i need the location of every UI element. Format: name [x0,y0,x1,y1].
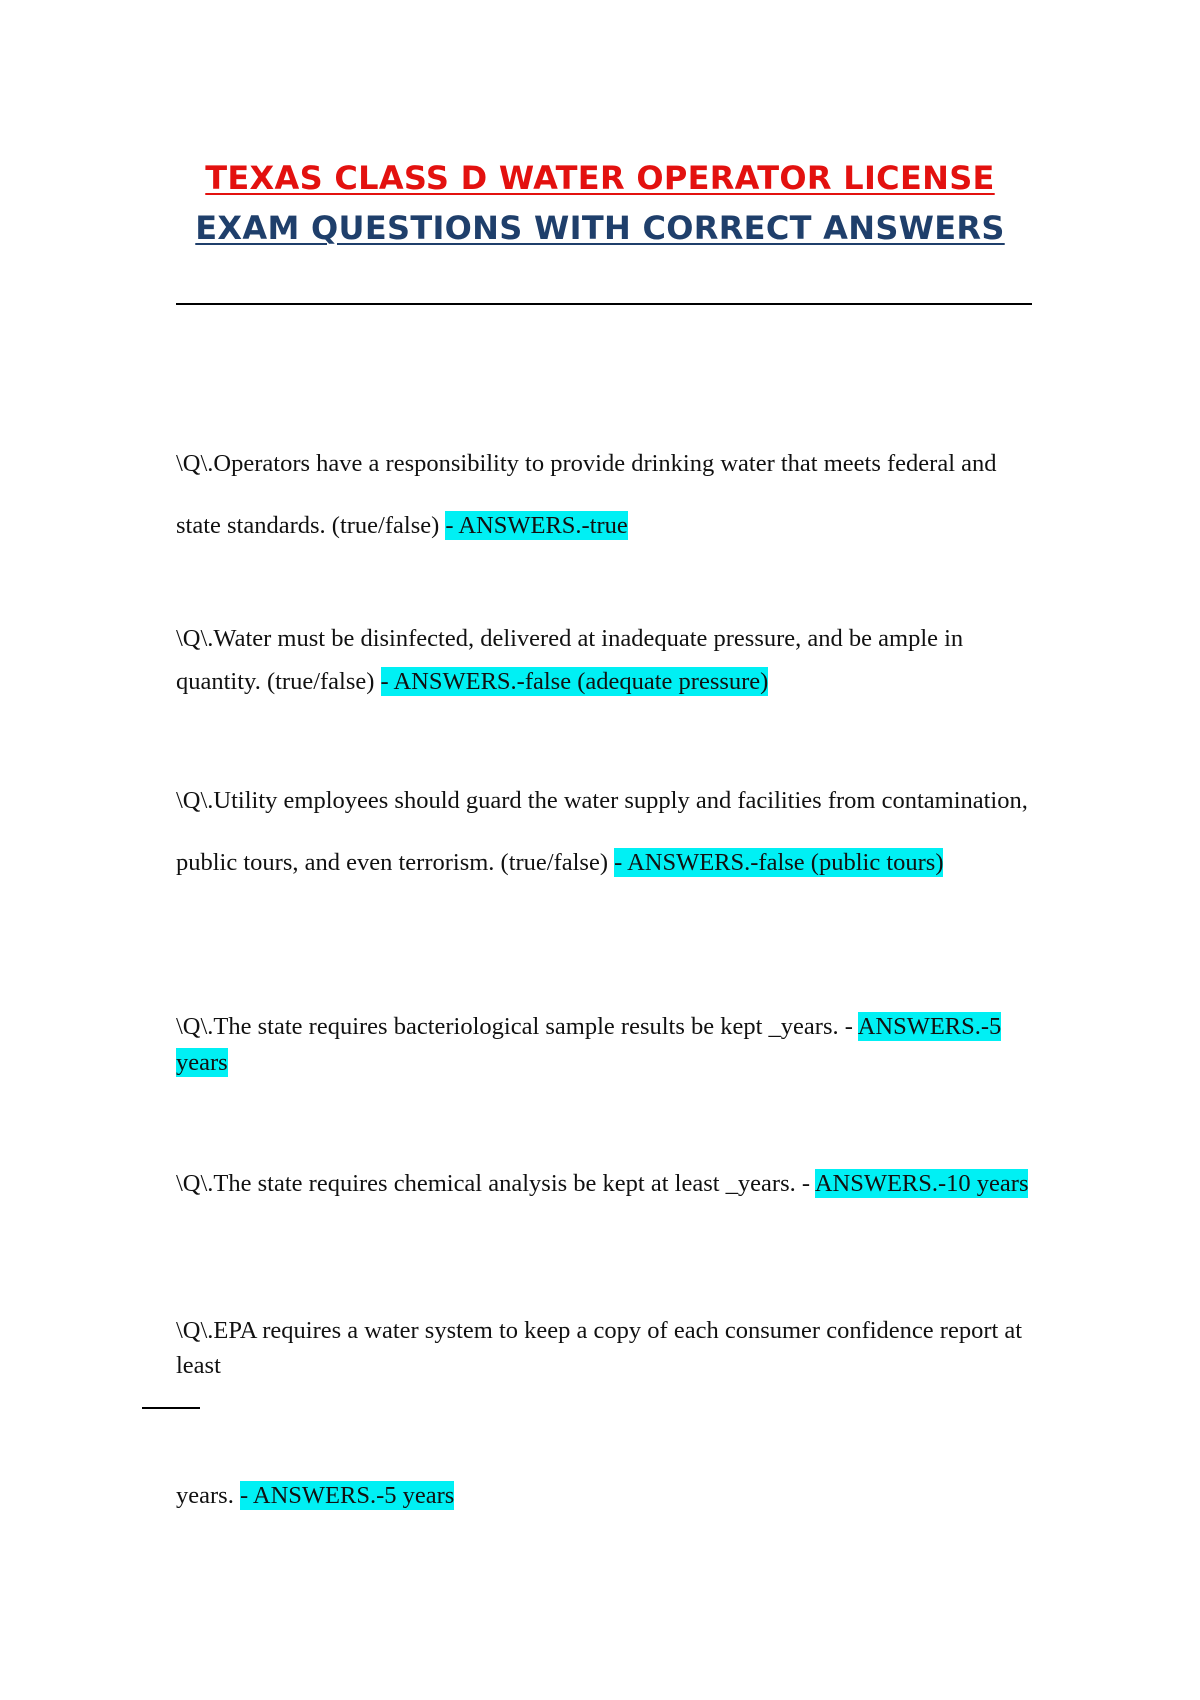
question-2-answer: - ANSWERS.-false (adequate pressure) [380,668,769,695]
question-2 [176,617,1036,703]
title-line-2-text: EXAM QUESTIONS WITH CORRECT ANSWERS [195,209,1005,247]
question-3-answer: - ANSWERS.-false (public tours) [614,849,944,876]
question-5-answer: ANSWERS.-10 years [814,1170,1029,1197]
question-2-text: \Q\.Water must be disinfected, delivered at inadequate pressure, and be ample in quantity. (true/false) [176,625,964,695]
question-6-continued [176,1476,1036,1516]
question-1-answer: - ANSWERS.-true [445,512,628,539]
document-title-line-2 [0,209,1200,247]
title-line-1-text: TEXAS CLASS D WATER OPERATOR LICENSE [205,159,995,197]
question-4-answer: ANSWERS.-5 years [176,1013,1002,1076]
question-3-text: \Q\.Utility employees should guard the water supply and facilities from contamination, public tours, and even terrorism. (true/false) [176,787,1028,876]
question-5-text: \Q\.The state requires chemical analysis be kept at least _years. - [176,1170,815,1197]
question-1 [176,433,1036,557]
blank-line [142,1407,200,1409]
question-1-text: \Q\.Operators have a responsibility to provide drinking water that meets federal and state standards. (true/false) [176,450,997,539]
question-3 [176,770,1036,894]
question-6-text: \Q\.EPA requires a water system to keep a copy of each consumer confidence report at least [176,1317,1023,1379]
question-5 [176,1167,1036,1200]
question-4 [176,1009,1036,1081]
title-divider [176,303,1032,305]
question-4-text: \Q\.The state requires bacteriological sample results be kept _years. - [176,1013,858,1040]
question-6-answer: - ANSWERS.-5 years [239,1482,455,1509]
question-6 [176,1313,1036,1383]
document-title-line-1 [0,159,1200,197]
question-6-continued-text: years. [176,1482,240,1509]
